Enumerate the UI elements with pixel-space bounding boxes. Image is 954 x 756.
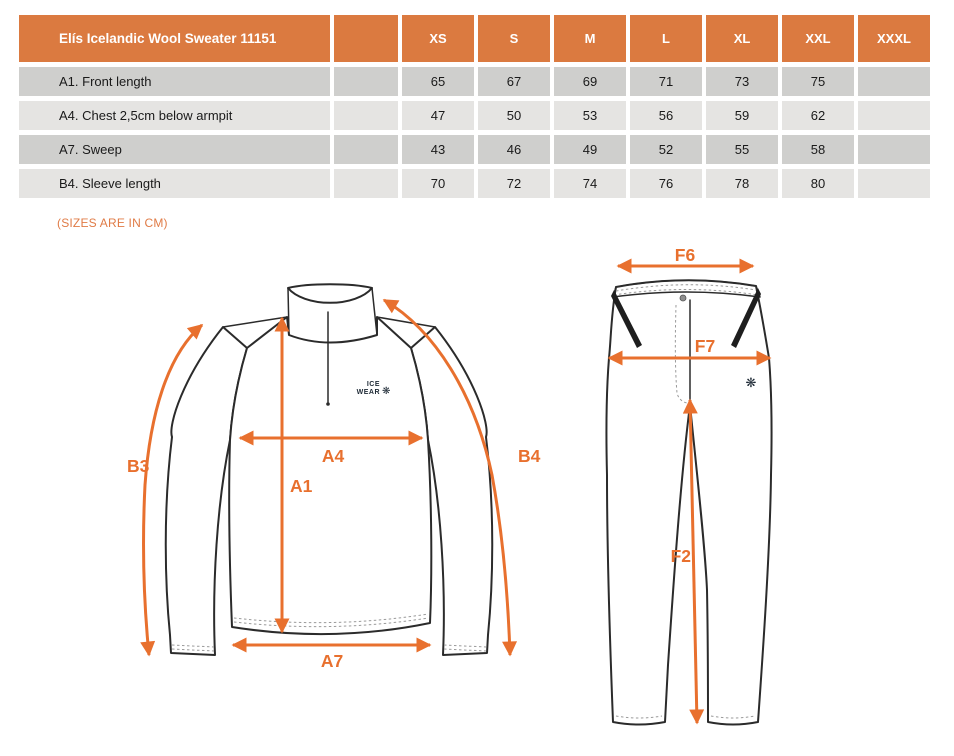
size-column-header-l: L [630,15,702,62]
size-value-cell: 72 [478,169,550,198]
sweater-body [229,317,431,634]
size-value-cell: 67 [478,67,550,96]
size-value-cell: 53 [554,101,626,130]
size-column-header-xl: XL [706,15,778,62]
size-value-cell: 55 [706,135,778,164]
size-value-cell: 80 [782,169,854,198]
size-value-cell: 49 [554,135,626,164]
waist-button [680,295,686,301]
size-value-cell: 70 [402,169,474,198]
size-value-cell: 74 [554,169,626,198]
row-label-cell: A1. Front length [19,67,330,96]
row-label-cell: B4. Sleeve length [19,169,330,198]
size-column-header-xxxl: XXXL [858,15,930,62]
pants-diagram [590,245,785,745]
size-value-cell: 75 [782,67,854,96]
size-value-cell: 59 [706,101,778,130]
logo-snowflake-icon: ❋ [382,386,391,397]
product-title: Elís Icelandic Wool Sweater 11151 [19,15,330,62]
spacer-header-cell [334,15,398,62]
logo-text-line2: WEAR [356,389,380,396]
size-value-cell: 47 [402,101,474,130]
size-value-cell: 58 [782,135,854,164]
a4-label: A4 [321,446,345,466]
table-row [19,135,930,164]
spacer-cell [334,67,398,96]
size-value-cell [858,67,930,96]
f6-label: F6 [674,245,696,265]
b4-label: B4 [518,446,541,466]
snowflake-icon: ❋ [745,376,757,391]
row-label-cell: A4. Chest 2,5cm below armpit [19,101,330,130]
size-value-cell: 50 [478,101,550,130]
size-value-cell [858,169,930,198]
f2-label: F2 [670,546,691,566]
size-value-cell: 43 [402,135,474,164]
size-value-cell: 65 [402,67,474,96]
spacer-cell [334,101,398,130]
size-table [15,10,934,203]
a7-label: A7 [320,651,344,671]
row-label-cell: A7. Sweep [19,135,330,164]
size-value-cell: 71 [630,67,702,96]
b3-label: B3 [127,456,150,476]
table-row [19,169,930,198]
logo-text-line1: ICE [366,381,380,388]
sizes-unit-note: (SIZES ARE IN CM) [57,216,168,230]
size-value-cell: 62 [782,101,854,130]
size-column-header-xs: XS [402,15,474,62]
size-value-cell: 56 [630,101,702,130]
size-value-cell: 46 [478,135,550,164]
spacer-cell [334,135,398,164]
zipper-pull [326,402,330,406]
size-value-cell: 52 [630,135,702,164]
size-value-cell: 73 [706,67,778,96]
size-value-cell [858,101,930,130]
size-column-header-xxl: XXL [782,15,854,62]
table-row [19,101,930,130]
table-row [19,67,930,96]
size-column-header-m: M [554,15,626,62]
size-value-cell [858,135,930,164]
size-value-cell: 76 [630,169,702,198]
size-value-cell: 78 [706,169,778,198]
pants-silhouette [606,280,771,724]
a1-label: A1 [290,476,313,496]
size-column-header-s: S [478,15,550,62]
f7-label: F7 [694,336,716,356]
sweater-collar [288,284,372,302]
table-header-row [19,15,930,62]
spacer-cell [334,169,398,198]
size-value-cell: 69 [554,67,626,96]
sweater-diagram [55,255,545,715]
sweater-shoulder-seams [223,317,435,327]
